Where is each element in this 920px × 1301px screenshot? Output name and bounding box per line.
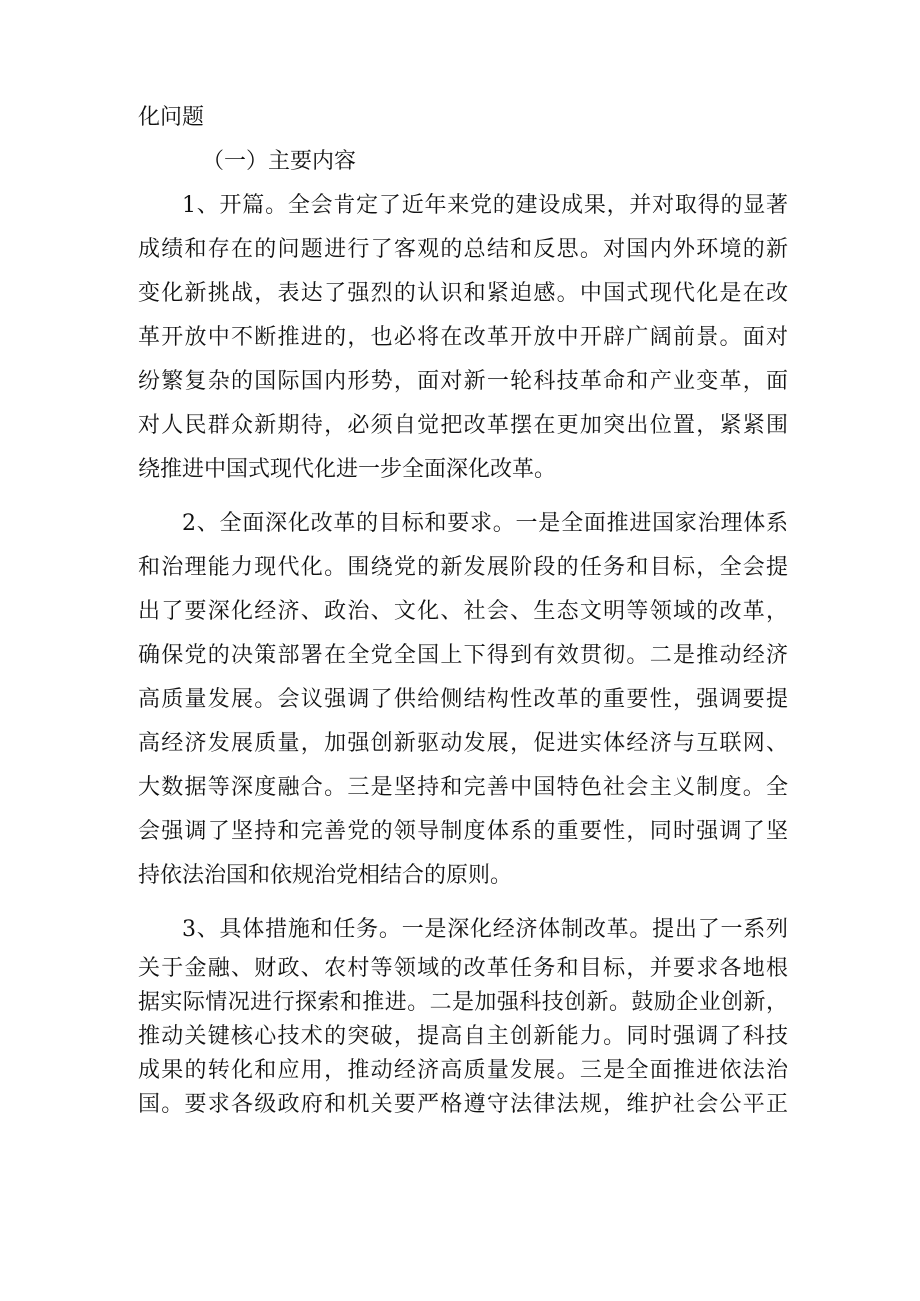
lead-line: 化问题 xyxy=(138,105,205,130)
paragraph-line: 成果的转化和应用，推动经济高质量发展。三是全面推进依法治 xyxy=(138,1058,788,1083)
paragraph-line: 成绩和存在的问题进行了客观的总结和反思。对国内外环境的新 xyxy=(138,237,788,262)
paragraph-1 xyxy=(138,184,788,492)
paragraph-line: 2、全面深化改革的目标和要求。一是全面推进国家治理体系 xyxy=(182,511,788,536)
paragraph-line: 和治理能力现代化。围绕党的新发展阶段的任务和目标，全会提 xyxy=(138,555,788,580)
paragraph-line: 国。要求各级政府和机关要严格遵守法律法规，维护社会公平正 xyxy=(138,1092,788,1117)
paragraph-2 xyxy=(138,502,788,898)
paragraph-line: 高经济发展质量，加强创新驱动发展，促进实体经济与互联网、 xyxy=(138,731,788,756)
paragraph-line: 出了要深化经济、政治、文化、社会、生态文明等领域的改革， xyxy=(138,599,788,624)
section-heading: （一）主要内容 xyxy=(202,149,357,174)
paragraph-line: 3、具体措施和任务。一是深化经济体制改革。提出了一系列 xyxy=(182,917,788,942)
paragraph-line: 对人民群众新期待，必须自觉把改革摆在更加突出位置，紧紧围 xyxy=(138,413,788,438)
paragraph-line: 变化新挑战，表达了强烈的认识和紧迫感。中国式现代化是在改 xyxy=(138,281,788,306)
document-page xyxy=(138,96,788,1122)
paragraph-line: 持依法治国和依规治党相结合的原则。 xyxy=(138,863,513,888)
paragraph-line: 大数据等深度融合。三是坚持和完善中国特色社会主义制度。全 xyxy=(138,775,788,800)
paragraph-line: 1、开篇。全会肯定了近年来党的建设成果，并对取得的显著 xyxy=(182,193,788,218)
paragraph-line: 高质量发展。会议强调了供给侧结构性改革的重要性，强调要提 xyxy=(138,687,788,712)
paragraph-line: 关于金融、财政、农村等领域的改革任务和目标，并要求各地根 xyxy=(138,956,788,981)
paragraph-line: 绕推进中国式现代化进一步全面深化改革。 xyxy=(138,457,557,482)
paragraph-line: 革开放中不断推进的，也必将在改革开放中开辟广阔前景。面对 xyxy=(138,325,788,350)
paragraph-line: 据实际情况进行探索和推进。二是加强科技创新。鼓励企业创新， xyxy=(138,990,788,1015)
paragraph-line: 会强调了坚持和完善党的领导制度体系的重要性，同时强调了坚 xyxy=(138,819,788,844)
paragraph-3 xyxy=(138,908,788,1122)
paragraph-line: 确保党的决策部署在全党全国上下得到有效贯彻。二是推动经济 xyxy=(138,643,788,668)
paragraph-line: 推动关键核心技术的突破，提高自主创新能力。同时强调了科技 xyxy=(138,1024,788,1049)
paragraph-line: 纷繁复杂的国际国内形势，面对新一轮科技革命和产业变革，面 xyxy=(138,369,788,394)
